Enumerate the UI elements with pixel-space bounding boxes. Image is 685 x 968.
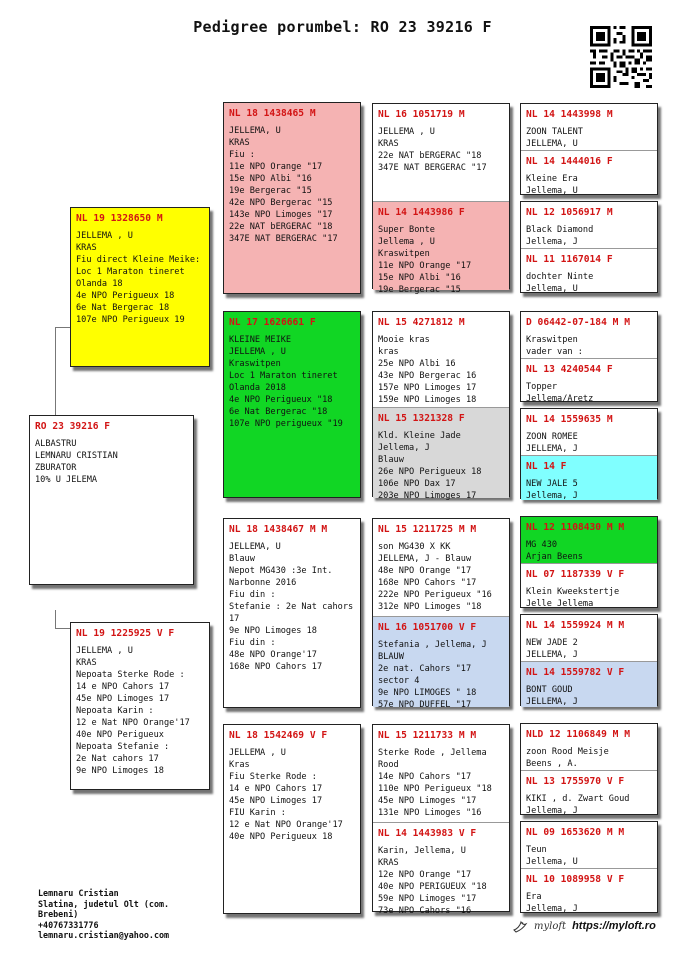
gen4-ring: NL 14 1443998 M [526, 109, 613, 120]
gen3-line: KRAS [378, 139, 399, 149]
gen3-line: 57e NPO DUFFEL "17 [378, 700, 472, 710]
breeder-address: Brebeni) [38, 909, 79, 919]
gen3-ring: NL 15 1211725 M M [378, 524, 477, 535]
gen3-ring: NL 14 1443983 V F [378, 828, 477, 839]
gen4-ring: NL 13 4240544 F [526, 364, 613, 375]
grandsire-paternal-card[interactable] [223, 102, 361, 294]
gen4-line: Black Diamond [526, 225, 594, 235]
gen2-line: Fiu : [229, 150, 255, 160]
gen3-line: sector 4 [378, 676, 420, 686]
gen3-line: BLAUW [378, 652, 404, 662]
gen4-line: JELLEMA, J [526, 650, 578, 660]
gen3-pair-1[interactable] [372, 103, 510, 295]
grandsire-maternal-card[interactable] [223, 518, 361, 708]
gen4-pair-8[interactable] [520, 821, 658, 913]
gen3-card [373, 822, 509, 916]
gen4-card [521, 661, 657, 707]
gen3-line: 14e NPO Cahors "17 [378, 772, 472, 782]
gen4-line: zoon Rood Meisje [526, 747, 609, 757]
dam-line: JELLEMA , U [76, 646, 133, 656]
gen4-line: Kraswitpen [526, 335, 578, 345]
gen4-line: Beens , A. [526, 759, 578, 769]
gen4-line: Jellema, J [526, 904, 578, 914]
sire-line: Loc 1 Maraton tineret [76, 267, 185, 277]
sire-card[interactable] [70, 207, 210, 367]
gen4-line: Jellema, J [526, 806, 578, 816]
gen4-ring: NL 09 1653620 M M [526, 827, 625, 838]
gen4-pair-1[interactable] [520, 103, 658, 195]
gen3-pair-3[interactable] [372, 518, 510, 710]
gen4-line: Kleine Era [526, 174, 578, 184]
gen4-card [521, 409, 657, 455]
gen4-line: Arjan Beens [526, 552, 583, 562]
gen2-line: 14 e NPO Cahors 17 [229, 784, 323, 794]
breeder-contact [38, 888, 169, 941]
gen3-card [373, 725, 509, 822]
gen4-ring: NL 12 1056917 M [526, 207, 613, 218]
gen2-line: Narbonne 2016 [229, 578, 297, 588]
gen2-line: 40e NPO Perigueux 18 [229, 832, 333, 842]
gen4-card [521, 312, 657, 358]
gen4-pair-4[interactable] [520, 408, 658, 499]
gen4-line: Jellema, J [526, 237, 578, 247]
gen3-ring: NL 15 4271812 M [378, 317, 465, 328]
gen4-ring: NL 07 1187339 V F [526, 569, 625, 580]
gen2-line: Fiu din : [229, 590, 276, 600]
gen3-pair-2[interactable] [372, 311, 510, 501]
gen2-line: 9e NPO Limoges 18 [229, 626, 317, 636]
gen3-line: Sterke Rode , Jellema [378, 748, 487, 758]
gen2-line: JELLEMA, U [229, 542, 281, 552]
page-title: Pedigree porumbel: RO 23 39216 F [193, 18, 492, 36]
gen3-ring: NL 16 1051719 M [378, 109, 465, 120]
gen2-line: JELLEMA , U [229, 347, 286, 357]
gen2-ring: NL 18 1542469 V F [229, 730, 328, 741]
gen4-ring: D 06442-07-184 M M [526, 317, 630, 328]
gen3-pair-4[interactable] [372, 724, 510, 916]
gen3-line: 15e NPO Albi "16 [378, 273, 461, 283]
gen2-line: 347E NAT BERGERAC "17 [229, 234, 338, 244]
breeder-email[interactable]: lemnaru.cristian@yahoo.com [38, 930, 170, 940]
gen2-line: 11e NPO Orange "17 [229, 162, 323, 172]
gen4-line: NEW JALE 5 [526, 479, 578, 489]
gen2-ring: NL 18 1438465 M [229, 108, 316, 119]
gen4-line: MG 430 [526, 540, 558, 550]
gen4-line: Topper [526, 382, 558, 392]
gen4-line: Era [526, 892, 542, 902]
gen3-line: 347E NAT BERGERAC "17 [378, 163, 487, 173]
gen2-line: KRAS [229, 138, 250, 148]
gen4-card [521, 822, 657, 868]
brand-logo-text: myloft [534, 920, 567, 932]
brand [512, 918, 656, 934]
gen3-line: 43e NPO Bergerac 16 [378, 371, 477, 381]
sire-line: JELLEMA , U [76, 231, 133, 241]
brand-url-link[interactable]: https://myloft.ro [572, 920, 656, 932]
gen4-ring: NL 10 1089958 V F [526, 874, 625, 885]
gen4-card [521, 248, 657, 294]
breeder-address: Slatina, judetul Olt (com. [38, 898, 170, 909]
gen4-ring: NL 12 1108430 M M [526, 522, 625, 533]
gen4-ring: NL 14 1559635 M [526, 414, 613, 425]
gen2-line: JELLEMA, U [229, 126, 281, 136]
connector-subject-dam [55, 610, 71, 629]
gen3-line: Blauw [378, 455, 404, 465]
gen4-line: Jellema, U [526, 186, 578, 196]
gen3-line: Karin, Jellema, U [378, 846, 466, 856]
gen3-line: Super Bonte [378, 225, 435, 235]
gen3-line: kras [378, 347, 399, 357]
gen2-ring: NL 18 1438467 M M [229, 524, 328, 535]
gen4-card [521, 358, 657, 403]
gen4-line: NEW JADE 2 [526, 638, 578, 648]
gen4-line: Jellema, U [526, 857, 578, 867]
gen4-card [521, 563, 657, 609]
sire-ring: NL 19 1328650 M [76, 213, 163, 224]
gen2-line: 19e Bergerac "15 [229, 186, 312, 196]
gen3-line: Jellema , U [378, 237, 435, 247]
dam-card[interactable] [70, 622, 210, 790]
qr-code [590, 26, 652, 88]
gen3-line: 59e NPO Limoges "17 [378, 894, 477, 904]
gen4-line: Jelle Jellema [526, 599, 594, 609]
gen4-ring: NL 14 1559924 M M [526, 620, 625, 631]
gen3-line: Kraswitpen [378, 249, 430, 259]
subject-line: 10% U JELEMA [35, 475, 98, 485]
gen3-line: 106e NPO Dax 17 [378, 479, 456, 489]
gen4-line: JELLEMA, J [526, 444, 578, 454]
dam-line: Nepoata Sterke Rode : [76, 670, 185, 680]
gen4-card [521, 770, 657, 816]
gen3-line: Mooie kras [378, 335, 430, 345]
gen4-pair-7[interactable] [520, 723, 658, 815]
gen4-pair-6[interactable] [520, 614, 658, 706]
pigeon-logo-icon [512, 918, 528, 934]
gen3-ring: NL 15 1211733 M M [378, 730, 477, 741]
sire-line: 4e NPO Perigueux 18 [76, 291, 175, 301]
gen2-line: 15e NPO Albi "16 [229, 174, 312, 184]
gen3-line: KRAS [378, 858, 399, 868]
gen2-line: 6e Nat Bergerac "18 [229, 407, 328, 417]
gen2-line: Fiu Sterke Rode : [229, 772, 317, 782]
gen3-line: 11e NPO Orange "17 [378, 261, 472, 271]
gen3-line: 25e NPO Albi 16 [378, 359, 456, 369]
breeder-name: Lemnaru Cristian [38, 888, 119, 898]
gen3-line: 45e NPO Limoges "17 [378, 796, 477, 806]
dam-line: 45e NPO Limoges 17 [76, 694, 170, 704]
gen4-ring: NL 14 1444016 F [526, 156, 613, 167]
gen4-pair-5[interactable] [520, 516, 658, 608]
gen2-line: Loc 1 Maraton tineret [229, 371, 338, 381]
gen4-card [521, 517, 657, 563]
gen2-line: 12 e Nat NPO Orange'17 [229, 820, 343, 830]
gen2-line: 17 [229, 614, 240, 624]
gen2-line: 4e NPO Perigueux "18 [229, 395, 333, 405]
gen2-line: FIU Karin : [229, 808, 286, 818]
gen3-line: 12e NPO Orange "17 [378, 870, 472, 880]
sire-line: KRAS [76, 243, 97, 253]
gen4-line: JELLEMA, J [526, 697, 578, 707]
subject-line: ALBASTRU [35, 439, 77, 449]
gen3-line: 26e NPO Perigueux 18 [378, 467, 482, 477]
gen4-line: ZOON TALENT [526, 127, 583, 137]
gen4-line: dochter Ninte [526, 272, 594, 282]
dam-line: 40e NPO Perigueux [76, 730, 164, 740]
gen3-ring: NL 16 1051700 V F [378, 622, 477, 633]
gen4-line: BONT GOUD [526, 685, 573, 695]
gen2-line: Kras [229, 760, 250, 770]
gen2-line: 42e NPO Bergerac "15 [229, 198, 333, 208]
gen2-line: Stefanie : 2e Nat cahors [229, 602, 354, 612]
gen3-line: 19e Bergerac "15 [378, 285, 461, 295]
gen3-line: 203e NPO Limoges 17 [378, 491, 477, 501]
gen4-line: Jellema, U [526, 284, 578, 294]
gen3-line: 73e NPO Cahors "16 [378, 906, 472, 916]
gen4-pair-3[interactable] [520, 311, 658, 402]
subject-ring: RO 23 39216 F [35, 421, 111, 432]
gen3-card [373, 519, 509, 616]
gen4-line: Jellema/Aretz [526, 394, 594, 404]
gen4-ring: NLD 12 1106849 M M [526, 729, 630, 740]
gen3-line: 157e NPO Limoges 17 [378, 383, 477, 393]
gen2-line: 48e NPO Orange'17 [229, 650, 317, 660]
sire-line: 107e NPO Perigueux 19 [76, 315, 185, 325]
gen3-line: 159e NPO Limoges 18 [378, 395, 477, 405]
gen4-card [521, 150, 657, 196]
sire-line: 6e Nat Bergerac 18 [76, 303, 170, 313]
dam-line: 2e Nat cahors 17 [76, 754, 159, 764]
gen2-line: KLEINE MEIKE [229, 335, 292, 345]
gen4-line: vader van : [526, 347, 583, 357]
gen3-ring: NL 15 1321328 F [378, 413, 465, 424]
gen4-ring: NL 14 1559782 V F [526, 667, 625, 678]
gen4-line: Klein Kweekstertje [526, 587, 620, 597]
gen3-line: Stefania , Jellema, J [378, 640, 487, 650]
gen3-line: 22e NAT bERGERAC "18 [378, 151, 482, 161]
gen3-line: 9e NPO LIMOGES " 18 [378, 688, 477, 698]
gen3-line: JELLEMA, J - Blauw [378, 554, 472, 564]
gen4-card [521, 724, 657, 770]
gen4-line: KIKI , d. Zwart Goud [526, 794, 630, 804]
gen4-card [521, 868, 657, 914]
dam-line: Nepoata Stefanie : [76, 742, 170, 752]
gen3-card [373, 407, 509, 501]
gen3-line: Kld. Kleine Jade [378, 431, 461, 441]
gen3-card [373, 201, 509, 295]
gen2-line: 45e NPO Limoges 17 [229, 796, 323, 806]
gen3-line: 110e NPO Perigueux "18 [378, 784, 492, 794]
gen3-line: 48e NPO Orange "17 [378, 566, 472, 576]
gen2-line: Kraswitpen [229, 359, 281, 369]
gen3-line: 312e NPO Limoges "18 [378, 602, 482, 612]
connector-subject-sire [55, 327, 71, 418]
dam-line: 12 e Nat NPO Orange'17 [76, 718, 190, 728]
gen4-card [521, 202, 657, 248]
subject-line: LEMNARU CRISTIAN [35, 451, 118, 461]
gen3-ring: NL 14 1443986 F [378, 207, 465, 218]
gen4-ring: NL 11 1167014 F [526, 254, 613, 265]
gen2-line: Fiu din : [229, 638, 276, 648]
gen3-line: 40e NPO PERIGUEUX "18 [378, 882, 487, 892]
breeder-phone: +40767331776 [38, 919, 99, 930]
gen2-line: 22e NAT bERGERAC "18 [229, 222, 333, 232]
gen4-line: JELLEMA, U [526, 139, 578, 149]
gen2-line: Nepot MG430 :3e Int. [229, 566, 333, 576]
gen2-line: JELLEMA , U [229, 748, 286, 758]
gen3-card [373, 104, 509, 201]
gen4-pair-2[interactable] [520, 201, 658, 293]
dam-ring: NL 19 1225925 V F [76, 628, 175, 639]
gen2-line: 143e NPO Limoges "17 [229, 210, 333, 220]
gen2-line: 168e NPO Cahors 17 [229, 662, 323, 672]
dam-line: Nepoata Karin : [76, 706, 154, 716]
gen3-line: JELLEMA , U [378, 127, 435, 137]
gen2-line: 107e NPO perigueux "19 [229, 419, 343, 429]
subject-card[interactable] [29, 415, 194, 585]
gen4-line: ZOON ROMEE [526, 432, 578, 442]
gen4-card [521, 455, 657, 500]
gen3-line: Jellema, J [378, 443, 430, 453]
dam-line: 9e NPO Limoges 18 [76, 766, 164, 776]
gen2-ring: NL 17 1626661 F [229, 317, 316, 328]
gen4-line: Jellema, J [526, 491, 578, 501]
gen3-card [373, 312, 509, 407]
gen4-line: Teun [526, 845, 547, 855]
dam-line: KRAS [76, 658, 97, 668]
gen3-line: 222e NPO Perigueux "16 [378, 590, 492, 600]
granddam-maternal-card[interactable] [223, 724, 361, 914]
gen4-ring: NL 14 F [526, 461, 567, 472]
granddam-paternal-card[interactable] [223, 311, 361, 498]
gen3-card [373, 616, 509, 710]
dam-line: 14 e NPO Cahors 17 [76, 682, 170, 692]
gen4-card [521, 615, 657, 661]
sire-line: Fiu direct Kleine Meike: [76, 255, 201, 265]
gen4-ring: NL 13 1755970 V F [526, 776, 625, 787]
subject-line: ZBURATOR [35, 463, 77, 473]
gen3-line: son MG430 X KK [378, 542, 451, 552]
gen3-line: 2e nat. Cahors "17 [378, 664, 472, 674]
gen2-line: Olanda 2018 [229, 383, 286, 393]
gen3-line: Rood [378, 760, 399, 770]
sire-line: Olanda 18 [76, 279, 123, 289]
gen2-line: Blauw [229, 554, 255, 564]
gen4-card [521, 104, 657, 150]
gen3-line: 131e NPO Limoges "16 [378, 808, 482, 818]
gen3-line: 168e NPO Cahors "17 [378, 578, 477, 588]
